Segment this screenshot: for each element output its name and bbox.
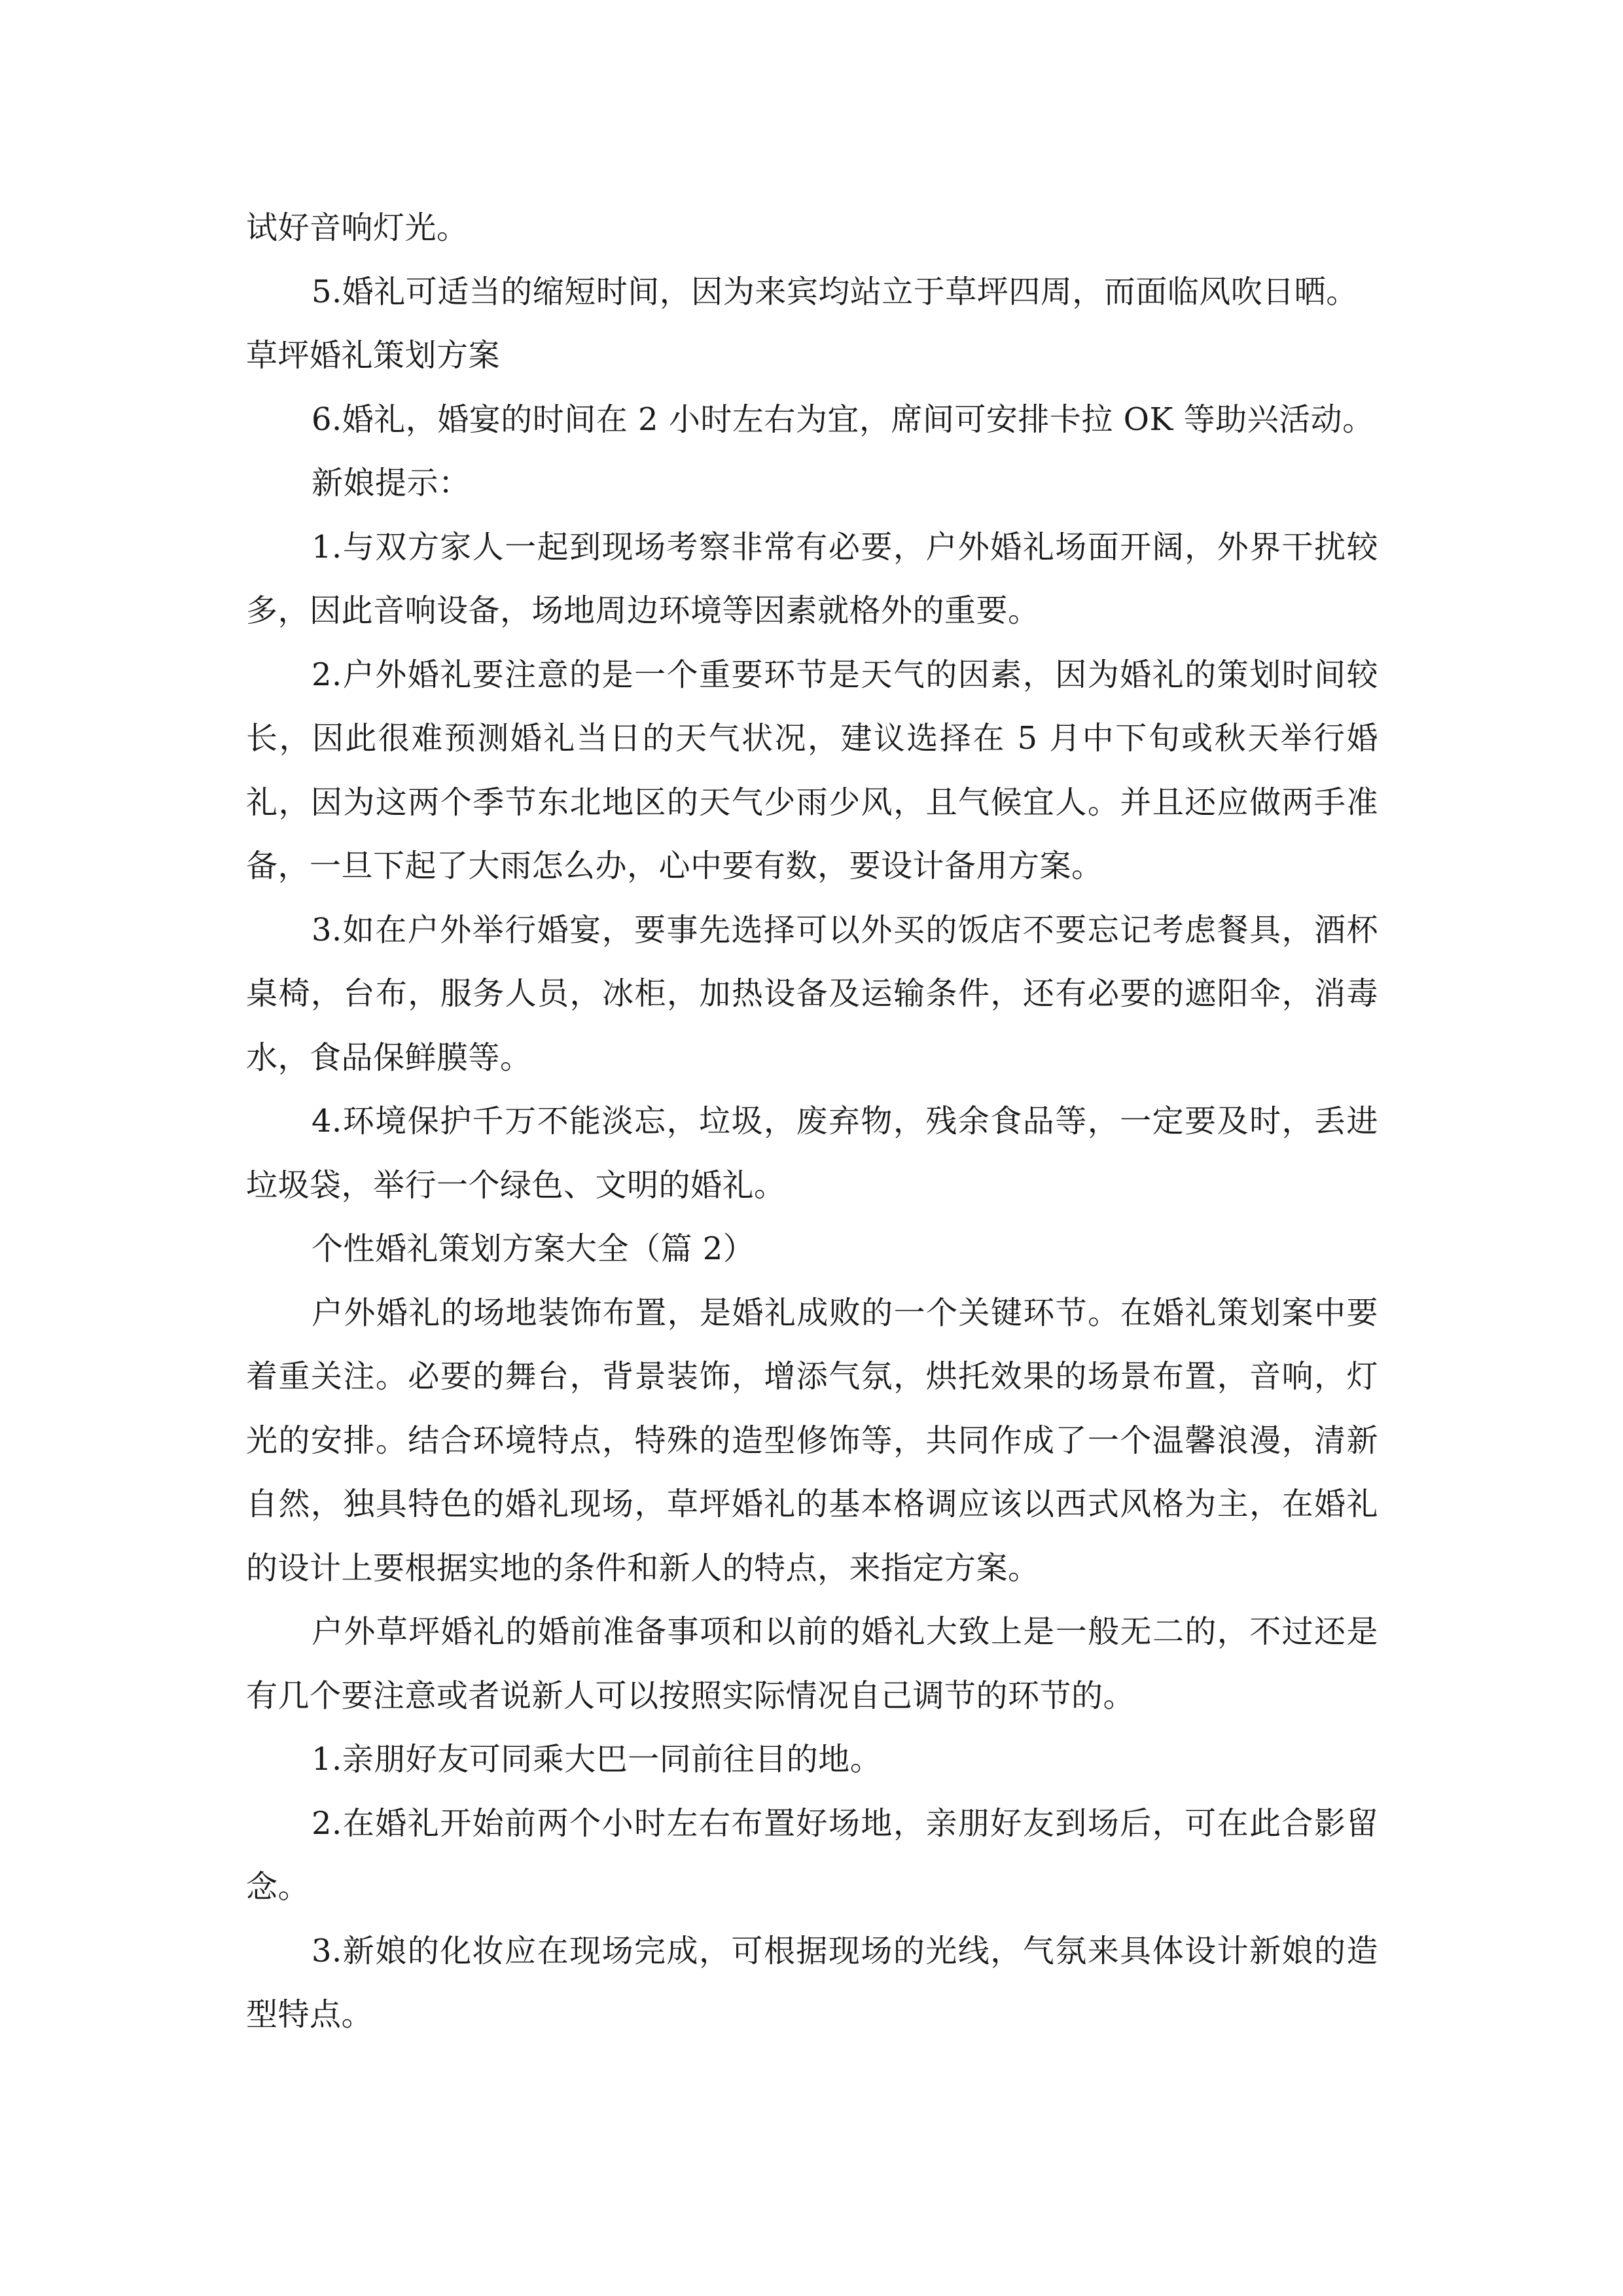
paragraph-heading: 新娘提示： — [312, 465, 471, 501]
paragraph: 户外婚礼的场地装饰布置，是婚礼成败的一个关键环节。在婚礼策划案中要着重关注。必要的舞台，背景装饰，增添气氛，烘托效果的场景布置，音响，灯光的安排。结合环境特点，特殊的造型修饰等，共同作成了一个温馨浪漫，清新自然，独具特色的婚礼现场，草坪婚礼的基本格调应该以西式风格为主，在婚礼的设计上要根据实地的条件和新人的特点，来指定方案。 — [246, 1294, 1378, 1587]
paragraph: 5.婚礼可适当的缩短时间，因为来宾均站立于草坪四周，而面临风吹日晒。 — [312, 273, 1358, 310]
list-item: 3.新娘的化妆应在现场完成，可根据现场的光线，气氛来具体设计新娘的造型特点。 — [246, 1932, 1378, 2033]
paragraph: 6.婚礼，婚宴的时间在 2 小时左右为宜，席间可安排卡拉 OK 等助兴活动。 — [312, 401, 1374, 438]
document-page — [246, 196, 1378, 2047]
list-item: 1.与双方家人一起到现场考察非常有必要，户外婚礼场面开阔，外界干扰较多，因此音响设备，场地周边环境等因素就格外的重要。 — [246, 528, 1378, 629]
list-item: 3.如在户外举行婚宴，要事先选择可以外买的饭店不要忘记考虑餐具，酒杯桌椅，台布，服务人员，冰柜，加热设备及运输条件，还有必要的遮阳伞，消毒水，食品保鲜膜等。 — [246, 911, 1378, 1076]
list-item: 1.亲朋好友可同乘大巴一同前往目的地。 — [312, 1741, 882, 1778]
paragraph: 户外草坪婚礼的婚前准备事项和以前的婚礼大致上是一般无二的，不过还是有几个要注意或者说新人可以按照实际情况自己调节的环节的。 — [246, 1613, 1378, 1714]
list-item: 2.户外婚礼要注意的是一个重要环节是天气的因素，因为婚礼的策划时间较长，因此很难预测婚礼当日的天气状况，建议选择在 5 月中下旬或秋天举行婚礼，因为这两个季节东北地区的天气少雨少风，且气候宜人。并且还应做两手准备，一旦下起了大雨怎么办，心中要有数，要设计备用方案。 — [246, 656, 1378, 884]
paragraph: 试好音响灯光。 — [246, 209, 469, 246]
section-heading: 草坪婚礼策划方案 — [246, 337, 501, 374]
section-heading: 个性婚礼策划方案大全（篇 2） — [312, 1230, 755, 1267]
list-item: 2.在婚礼开始前两个小时左右布置好场地，亲朋好友到场后，可在此合影留念。 — [246, 1804, 1378, 1905]
list-item: 4.环境保护千万不能淡忘，垃圾，废弃物，残余食品等，一定要及时，丢进垃圾袋，举行一个绿色、文明的婚礼。 — [246, 1103, 1378, 1204]
